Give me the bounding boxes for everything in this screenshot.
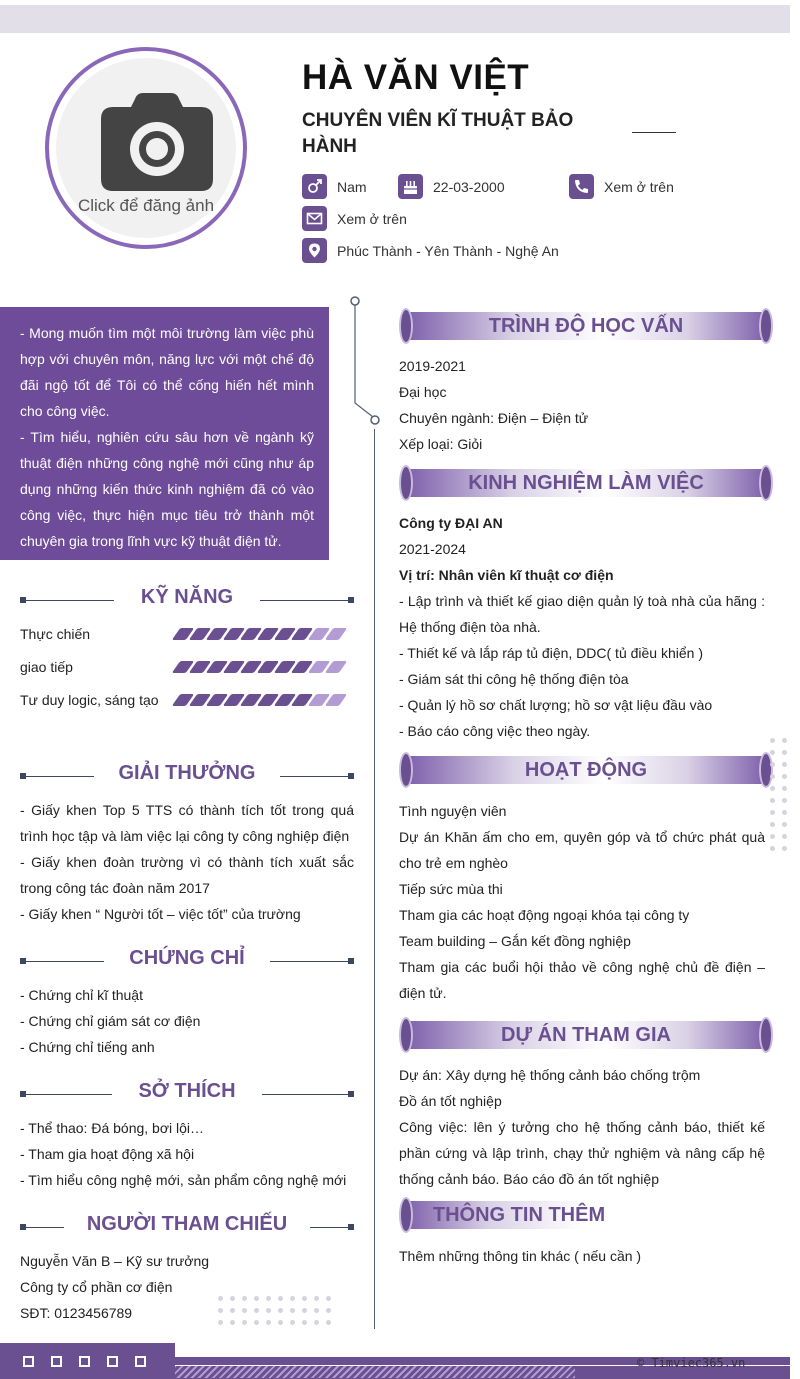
project-line: Công việc: lên ý tưởng cho hệ thống cảnh báo, thiết kế phần cứng và lập trình, chạy thử nghiệm và nâng cấp hệ thống cảnh báo. Báo cáo đồ án tốt nghiệp (399, 1119, 765, 1187)
projects-title: DỰ ÁN THAM GIA (501, 1024, 671, 1046)
extra-info-header (399, 1197, 649, 1233)
certificate-line: - Chứng chỉ kĩ thuật (20, 987, 143, 1003)
activity-line: Tham gia các buổi hội thảo về công nghệ chủ đề điện – điện tử. (399, 959, 765, 1001)
experience-line: - Thiết kế và lắp ráp tủ điện, DDC( tủ điều khiển ) (399, 645, 704, 661)
camera-icon (101, 93, 213, 191)
avatar-label: Click để đăng ảnh (77, 196, 215, 215)
activity-line: Tình nguyện viên (399, 803, 507, 819)
footer-square (23, 1356, 34, 1367)
experience-header (399, 465, 773, 501)
skill-bar (176, 628, 343, 640)
skills-title: KỸ NĂNG (140, 586, 234, 608)
experience-title: KINH NGHIỆM LÀM VIỆC (468, 472, 704, 494)
footer-square (135, 1356, 146, 1367)
gender-value[interactable]: Nam (337, 178, 367, 195)
hobbies-content[interactable] (20, 1115, 354, 1193)
skill-bar (176, 661, 343, 673)
certificate-line: - Chứng chỉ giám sát cơ điện (20, 1013, 201, 1029)
hobby-line: - Thể thao: Đá bóng, bơi lội… (20, 1120, 205, 1136)
extra-info-line: Thêm những thông tin khác ( nếu cần ) (399, 1248, 642, 1264)
experience-line: - Giám sát thi công hệ thống điện tòa (399, 671, 629, 687)
work-period: 2021-2024 (399, 541, 466, 557)
experience-line: - Quản lý hồ sơ chất lượng; hồ sơ vật liệu đầu vào (399, 697, 713, 713)
references-header (20, 1213, 354, 1243)
birthday-value[interactable]: 22-03-2000 (433, 178, 505, 195)
activity-line: Tham gia các hoạt động ngoại khóa tại công ty (399, 907, 690, 923)
reference-line: Nguyễn Văn B – Kỹ sư trưởng (20, 1253, 210, 1269)
mail-icon (302, 206, 327, 231)
education-content[interactable] (399, 353, 765, 457)
activities-content[interactable] (399, 798, 765, 1006)
gender-row (302, 174, 367, 199)
extra-info-title: THÔNG TIN THÊM (432, 1204, 606, 1226)
awards-title: GIẢI THƯỞNG (118, 762, 256, 784)
address-row (302, 238, 559, 263)
skills-header (20, 586, 354, 616)
email-value[interactable]: Xem ở trên (337, 210, 407, 227)
candidate-role[interactable]: CHUYÊN VIÊN KĨ THUẬT BẢO HÀNH (302, 110, 574, 157)
email-row (302, 206, 407, 231)
objective-line: - Mong muốn tìm một môi trường làm việc phù hợp với chuyên môn, năng lực với một chế độ đãi ngộ tốt để Tôi có thể cống hiến hết mình cho công việc. (20, 325, 314, 419)
award-line: - Giấy khen “ Người tốt – việc tốt” của trường (20, 906, 301, 922)
footer-credit[interactable]: © Timviec365.vn (637, 1356, 746, 1370)
activity-line: Tiếp sức mùa thi (399, 881, 503, 897)
address-value[interactable]: Phúc Thành - Yên Thành - Nghệ An (337, 242, 559, 259)
role-divider (632, 132, 676, 133)
activities-header (399, 752, 773, 788)
gender-icon (302, 174, 327, 199)
top-band (0, 5, 790, 33)
skill-bar (176, 694, 343, 706)
experience-line: - Báo cáo công việc theo ngày. (399, 723, 591, 739)
skill-name[interactable]: Thực chiến (20, 626, 91, 642)
hobbies-title: SỞ THÍCH (138, 1080, 236, 1102)
certificate-line: - Chứng chỉ tiếng anh (20, 1039, 155, 1055)
timeline-line (374, 429, 375, 1329)
decorative-dots (770, 738, 787, 851)
avatar-upload[interactable] (45, 47, 247, 249)
birthday-row (398, 174, 505, 199)
activity-line: Team building – Gắn kết đồng nghiệp (399, 933, 631, 949)
awards-content[interactable] (20, 797, 354, 927)
objective-line: - Tìm hiểu, nghiên cứu sâu hơn về ngành kỹ thuật điện những công nghệ mới cũng như áp dụng những kiến thức kinh nghiệm đã có vào công việc, thực hiện mục tiêu trở thành một chuyên gia trong lĩnh vực kỹ thuật điện tử. (20, 429, 314, 549)
award-line: - Giấy khen Top 5 TTS có thành tích tốt trong quá trình học tập và làm việc lại công ty công nghiệp điện (20, 802, 354, 844)
experience-content[interactable] (399, 510, 765, 744)
hobbies-header (20, 1080, 354, 1110)
projects-header (399, 1017, 773, 1053)
footer-stripe (175, 1366, 575, 1378)
education-header (399, 308, 773, 344)
project-line: Dự án: Xây dựng hệ thống cảnh báo chống trộm (399, 1067, 701, 1083)
activity-line: Dự án Khăn ấm cho em, quyên góp và tổ chức phát quà cho trẻ em nghèo (399, 829, 765, 871)
phone-value[interactable]: Xem ở trên (604, 178, 674, 195)
work-position: Vị trí: Nhân viên kĩ thuật cơ điện (399, 567, 614, 583)
reference-line: SĐT: 0123456789 (20, 1305, 133, 1321)
education-line: Chuyên ngành: Điện – Điện tử (399, 410, 589, 426)
education-line: 2019-2021 (399, 358, 466, 374)
education-line: Xếp loại: Giỏi (399, 436, 483, 452)
location-icon (302, 238, 327, 263)
education-title: TRÌNH ĐỘ HỌC VẤN (488, 315, 684, 337)
decorative-dots (218, 1296, 331, 1325)
skill-name[interactable]: Tư duy logic, sáng tạo (20, 692, 159, 708)
timeline-connector (348, 295, 380, 425)
certificates-title: CHỨNG CHỈ (129, 947, 245, 969)
candidate-name[interactable]: HÀ VĂN VIỆT (302, 58, 530, 97)
hobby-line: - Tham gia hoạt động xã hội (20, 1146, 195, 1162)
certificates-header (20, 947, 354, 977)
certificates-content[interactable] (20, 982, 354, 1060)
education-line: Đại học (399, 384, 447, 400)
projects-content[interactable] (399, 1062, 765, 1192)
phone-icon (569, 174, 594, 199)
extra-info-content[interactable] (399, 1243, 765, 1269)
cake-icon (398, 174, 423, 199)
reference-line: Công ty cổ phần cơ điện (20, 1279, 173, 1295)
footer-square (79, 1356, 90, 1367)
company-name: Công ty ĐẠI AN (399, 515, 503, 531)
hobby-line: - Tìm hiểu công nghệ mới, sản phẩm công nghệ mới (20, 1172, 347, 1188)
skill-name[interactable]: giao tiếp (20, 659, 73, 675)
project-line: Đồ án tốt nghiệp (399, 1093, 502, 1109)
experience-line: - Lập trình và thiết kế giao diện quản lý toà nhà của hãng : Hệ thống điện tòa nhà. (399, 593, 765, 635)
award-line: - Giấy khen đoàn trường vì có thành tích xuất sắc trong công tác đoàn năm 2017 (20, 854, 354, 896)
avatar[interactable] (56, 58, 236, 238)
footer-square (51, 1356, 62, 1367)
career-objective[interactable] (0, 307, 329, 560)
references-title: NGƯỜI THAM CHIẾU (86, 1213, 288, 1235)
awards-header (20, 762, 354, 792)
activities-title: HOẠT ĐỘNG (524, 759, 648, 781)
footer-square (107, 1356, 118, 1367)
phone-row (569, 174, 674, 199)
